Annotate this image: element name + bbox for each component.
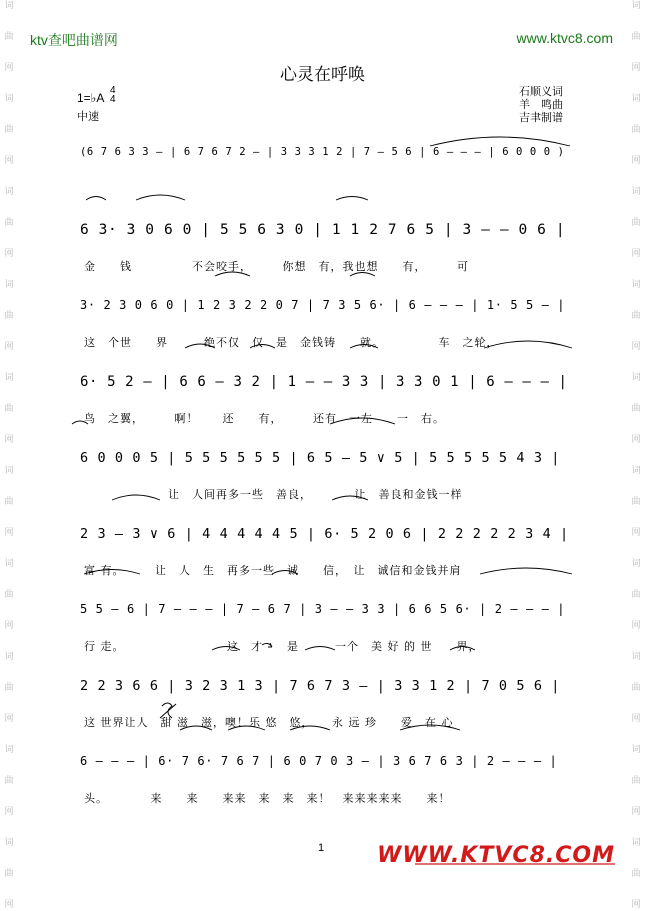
watermark-char: 曲 (631, 404, 641, 414)
score-lyrics-line: 头。 来 来 来来 来 来 来！ 来来来来来 来！ (84, 792, 451, 805)
slur-arc (136, 195, 185, 200)
watermark-char: 网 (4, 528, 14, 538)
watermark-char: 词 (4, 280, 14, 290)
watermark-char: 词 (4, 1, 14, 11)
watermark-char: 词 (631, 94, 641, 104)
watermark-char: 网 (4, 63, 14, 73)
watermark-char: 词 (631, 1, 641, 11)
key-signature: 1=♭A (77, 91, 105, 105)
watermark-char: 网 (4, 249, 14, 259)
lyricist: 石顺义词 (519, 86, 563, 98)
site-name[interactable]: ktv查吧曲谱网 (30, 32, 118, 48)
watermark-char: 曲 (4, 869, 14, 879)
score-lyrics-line: 行 走。 这 才 是 一个 美 好 的 世 界， (84, 640, 481, 653)
score-lyrics-line: 这 个世 界 绝不仅 仅 是 金钱铸 就。 车 之轮， (84, 336, 499, 349)
watermark-char: 网 (631, 528, 641, 538)
watermark-char: 网 (631, 621, 641, 631)
watermark-char: 曲 (4, 776, 14, 786)
watermark-char: 曲 (4, 683, 14, 693)
footer-logo[interactable]: WWW.KTVC8.COM (377, 843, 615, 868)
page-number: 1 (318, 842, 325, 854)
score-lyrics-line: 让 人间再多一些 善良， 让 善良和金钱一样 (84, 488, 463, 501)
watermark-char: 词 (4, 373, 14, 383)
score-notes-line: (6 7 6 3 3 — | 6 7 6 7 2 — | 3 3 3 1 2 | 7 — 5 6 | 6 — — — | 6 0 0 0 ) (80, 146, 565, 158)
watermark-char: 词 (4, 466, 14, 476)
watermark-char: 网 (631, 714, 641, 724)
watermark-char: 曲 (631, 32, 641, 42)
arranger: 吉聿制谱 (519, 112, 563, 124)
watermark-char: 曲 (631, 776, 641, 786)
watermark-char: 网 (631, 342, 641, 352)
score-notes-line: 2 2 3 6 6 | 3 2 3 1 3 | 7 6 7 3 — | 3 3 1 2 | 7 0 5 6 | (80, 678, 561, 694)
score-lyrics-line: 富 有。 让 人 生 再多一些 诚 信， 让 诚信和金钱并肩 (84, 564, 462, 577)
watermark-char: 网 (631, 156, 641, 166)
watermark-char: 词 (631, 745, 641, 755)
watermark-right (629, 0, 643, 910)
watermark-char: 曲 (631, 125, 641, 135)
watermark-char: 词 (631, 466, 641, 476)
song-title: 心灵在呼唤 (280, 65, 365, 84)
composer: 羊 鸣曲 (519, 99, 563, 111)
watermark-left (2, 0, 16, 910)
slur-arc (430, 137, 570, 146)
score-notes-line: 6· 5 2 — | 6 6 — 3 2 | 1 — — 3 3 | 3 3 0 1 | 6 — — — | (80, 374, 568, 390)
watermark-char: 曲 (631, 869, 641, 879)
tempo: 中速 (77, 111, 99, 123)
watermark-char: 词 (631, 559, 641, 569)
watermark-char: 曲 (4, 404, 14, 414)
watermark-char: 曲 (4, 125, 14, 135)
watermark-char: 词 (631, 280, 641, 290)
watermark-char: 网 (4, 900, 14, 910)
score-notes-line: 6 0 0 0 5 | 5 5 5 5 5 5 | 6 5 — 5 ∨ 5 | 5 5 5 5 5 4 3 | (80, 450, 561, 466)
slur-arc (336, 197, 368, 201)
watermark-char: 词 (4, 745, 14, 755)
score-notes-line: 5 5 — 6 | 7 — — — | 7 — 6 7 | 3 — — 3 3 | 6 6 5 6· | 2 — — — | (80, 602, 566, 616)
watermark-char: 曲 (4, 311, 14, 321)
time-top: 4 (110, 85, 116, 96)
watermark-char: 词 (631, 373, 641, 383)
score-notes-line: 6 — — — | 6· 7 6· 7 6 7 | 6 0 7 0 3 — | 3 6 7 6 3 | 2 — — — | (80, 754, 558, 768)
score-lyrics-line: 这 世界让人 甜 滋 滋，噢！乐 悠 悠， 永 远 珍 爱 在 心 (84, 716, 454, 729)
watermark-char: 曲 (4, 497, 14, 507)
watermark-char: 曲 (4, 590, 14, 600)
watermark-char: 曲 (4, 32, 14, 42)
score-notes-line: 6 3· 3 0 6 0 | 5 5 6 3 0 | 1 1 2 7 6 5 | 3 — — 0 6 | (80, 222, 566, 238)
watermark-char: 词 (4, 187, 14, 197)
watermark-char: 词 (631, 187, 641, 197)
watermark-char: 网 (631, 435, 641, 445)
watermark-char: 网 (4, 156, 14, 166)
watermark-char: 网 (4, 714, 14, 724)
watermark-char: 曲 (631, 590, 641, 600)
watermark-char: 曲 (631, 683, 641, 693)
time-signature (110, 86, 116, 104)
score-lyrics-line: 鸟 之翼， 啊！ 还 有， 还有 一左 一 右。 (84, 412, 445, 425)
watermark-char: 网 (4, 807, 14, 817)
watermark-char: 曲 (631, 497, 641, 507)
time-bottom: 4 (110, 94, 116, 105)
watermark-char: 词 (631, 838, 641, 848)
watermark-char: 曲 (631, 311, 641, 321)
score-notes-line: 3· 2 3 0 6 0 | 1 2 3 2 2 0 7 | 7 3 5 6· | 6 — — — | 1· 5 5 — | (80, 298, 566, 312)
watermark-char: 网 (4, 342, 14, 352)
watermark-char: 词 (4, 559, 14, 569)
watermark-char: 词 (4, 838, 14, 848)
watermark-char: 网 (631, 900, 641, 910)
site-url[interactable]: www.ktvc8.com (516, 30, 613, 46)
watermark-char: 词 (4, 652, 14, 662)
score-lyrics-line: 金 钱 不会咬手， 你想 有，我也想 有， 可 (84, 260, 469, 273)
watermark-char: 网 (4, 435, 14, 445)
slur-arc (480, 568, 572, 574)
watermark-char: 网 (4, 621, 14, 631)
score-notes-line: 2 3 — 3 ∨ 6 | 4 4 4 4 4 5 | 6· 5 2 0 6 | 2 2 2 2 2 3 4 | (80, 526, 569, 542)
watermark-char: 曲 (4, 218, 14, 228)
watermark-char: 网 (631, 63, 641, 73)
watermark-char: 词 (4, 94, 14, 104)
slur-arc (86, 197, 106, 201)
watermark-char: 网 (631, 807, 641, 817)
watermark-char: 曲 (631, 218, 641, 228)
watermark-char: 网 (631, 249, 641, 259)
watermark-char: 词 (631, 652, 641, 662)
